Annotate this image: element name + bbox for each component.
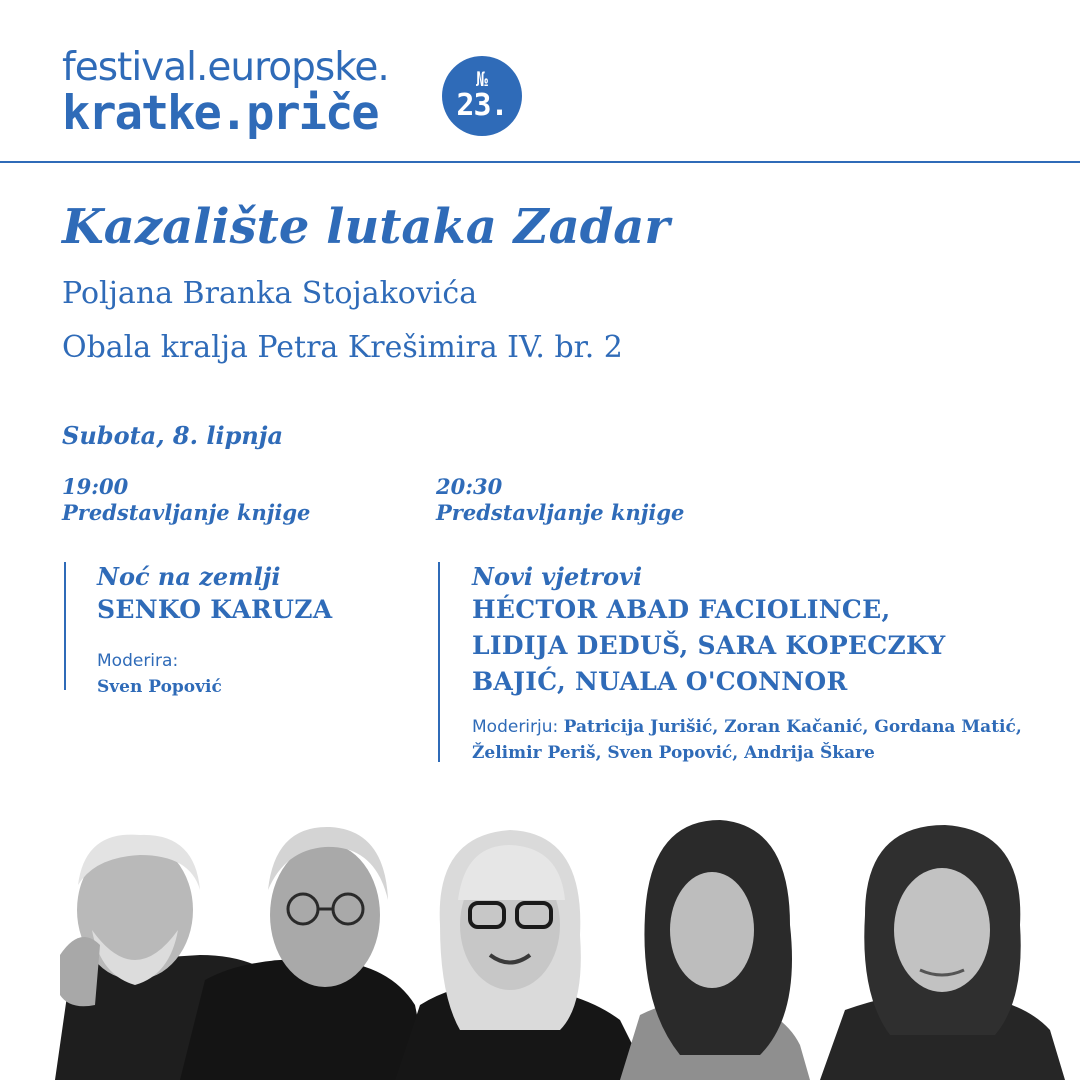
event-1-time-block [62, 474, 310, 526]
event-2-time-block [436, 474, 684, 526]
event-2-moderators: Patricija Jurišić, Zoran Kačanić, Gordana Matić, Želimir Periš, Sven Popović, Andrija Škare [472, 717, 1022, 763]
edition-number: 23. [456, 88, 508, 123]
event-1-time: 19:00 [62, 474, 129, 499]
portrait-hector-abad-faciolince [180, 827, 430, 1080]
event-1-moderator-label: Moderira: [97, 651, 179, 671]
event-1-divider [64, 562, 66, 690]
event-date: Subota, 8. lipnja [62, 421, 284, 450]
event-2-time: 20:30 [436, 474, 503, 499]
event-1-book-title: Noć na zemlji [97, 562, 281, 591]
edition-number-sign: № [475, 67, 489, 91]
event-2-details [472, 562, 1032, 766]
event-2-book-title: Novi vjetrovi [472, 562, 643, 591]
event-1-details [97, 562, 417, 700]
logo-line-festival: festival.europske. [62, 45, 389, 90]
event-2-type: Predstavljanje knjige [436, 500, 685, 525]
logo-line-kratke-price: kratke.priče [62, 86, 378, 141]
event-2-moderator-label: Moderirju: [472, 717, 559, 737]
event-1-type: Predstavljanje knjige [62, 500, 311, 525]
event-2-authors-line-2: LIDIJA DEDUŠ, SARA KOPECZKY [472, 631, 946, 660]
event-1-moderators: Sven Popović [97, 677, 222, 697]
venue-address-line-1: Poljana Branka Stojakovića [62, 276, 478, 311]
portrait-nuala-oconnor [820, 825, 1065, 1080]
header-divider [0, 161, 1080, 163]
portrait-sara-kopeczky-bajic [620, 820, 810, 1080]
event-1-authors: SENKO KARUZA [97, 595, 333, 624]
event-2-authors-line-1: HÉCTOR ABAD FACIOLINCE, [472, 595, 891, 624]
edition-badge [442, 56, 522, 136]
event-2-authors-line-3: BAJIĆ, NUALA O'CONNOR [472, 667, 848, 696]
author-portraits [0, 805, 1080, 1080]
venue-name: Kazalište lutaka Zadar [62, 199, 670, 255]
portrait-lidija-dedus [395, 830, 650, 1080]
venue-address-line-2: Obala kralja Petra Krešimira IV. br. 2 [62, 330, 623, 365]
event-2-divider [438, 562, 440, 762]
event-2-moderator-block [472, 714, 1032, 766]
